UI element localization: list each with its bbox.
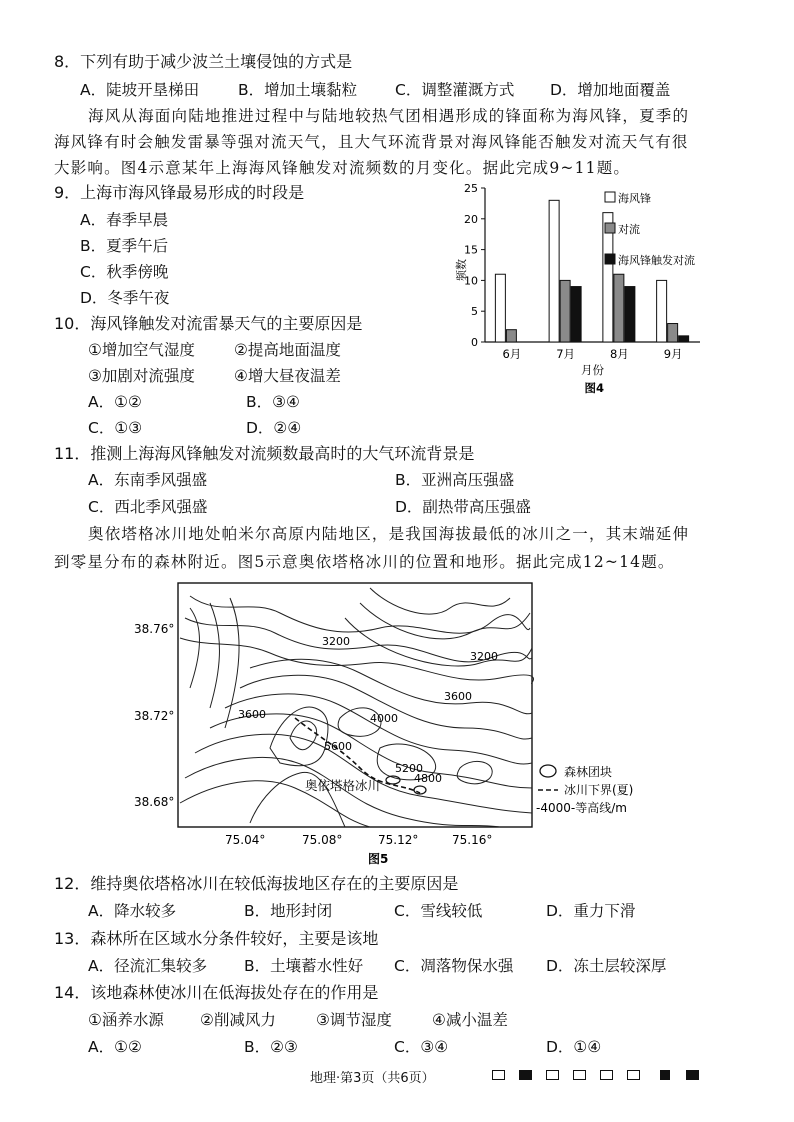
contour-label: 5600 (324, 740, 352, 753)
q9-option-d[interactable]: D．冬季午夜 (80, 289, 170, 307)
latitude-label: 38.76° (134, 622, 175, 636)
passage-2-line-2: 到零星分布的森林附近。图5示意奥依塔格冰川的位置和地形。据此完成12~14题。 (54, 553, 675, 571)
q14-item-2: ②削减风力 (200, 1011, 276, 1029)
q10-option-c[interactable]: C．①③ (88, 419, 143, 437)
question-8-stem: 8．下列有助于减少波兰土壤侵蚀的方式是 (54, 52, 353, 71)
y-axis-label: 频数 (455, 259, 468, 281)
q10-item-4: ④增大昼夜温差 (234, 367, 341, 385)
q9-option-b[interactable]: B．夏季午后 (80, 237, 169, 255)
passage-1-line-2: 海风锋有时会触发雷暴等强对流天气，且大气环流背景对海风锋能否触发对流天气有很 (54, 133, 689, 151)
bar (549, 200, 559, 342)
q9-option-c[interactable]: C．秋季傍晚 (80, 263, 169, 281)
question-12-stem: 12．维持奥依塔格冰川在较低海拔地区存在的主要原因是 (54, 874, 459, 893)
q14-option-b[interactable]: B．②③ (244, 1038, 298, 1056)
legend-swatch (605, 254, 615, 264)
bar (679, 336, 689, 342)
forest-legend-symbol (540, 765, 556, 777)
legend-label: 海风锋 (618, 192, 651, 205)
q13-option-a[interactable]: A．径流汇集较多 (88, 957, 208, 975)
bar (668, 324, 678, 342)
q8-option-d[interactable]: D．增加地面覆盖 (550, 81, 671, 99)
q13-option-d[interactable]: D．冻土层较深厚 (546, 957, 667, 975)
q12-option-c[interactable]: C．雪线较低 (394, 902, 483, 920)
longitude-label: 75.12° (378, 833, 419, 847)
y-tick-label: 10 (464, 274, 478, 288)
question-14-stem: 14．该地森林使冰川在低海拔处存在的作用是 (54, 983, 379, 1002)
passage-1-line-1: 海风从海面向陆地推进过程中与陆地较热气团相遇形成的锋面称为海风锋，夏季的 (88, 107, 690, 125)
contour-label: 3600 (238, 708, 266, 721)
footer-marker (519, 1070, 532, 1080)
bar (625, 287, 635, 342)
y-tick-label: 20 (464, 212, 478, 226)
q10-option-d[interactable]: D．②④ (246, 419, 302, 437)
q13-option-c[interactable]: C．凋落物保水强 (394, 957, 514, 975)
legend-contour-label: -4000-等高线/m (536, 801, 627, 815)
y-tick-label: 5 (471, 305, 478, 319)
q13-option-b[interactable]: B．土壤蓄水性好 (244, 957, 364, 975)
q12-option-b[interactable]: B．地形封闭 (244, 902, 333, 920)
legend-forest-label: 森林团块 (564, 765, 613, 779)
footer-marker (546, 1070, 559, 1080)
footer-marker (492, 1070, 505, 1080)
contour-label: 5200 (395, 762, 423, 775)
map-legend (536, 764, 633, 815)
longitude-label: 75.08° (302, 833, 343, 847)
bar (614, 274, 624, 342)
q14-option-c[interactable]: C．③④ (394, 1038, 449, 1056)
legend-label: 海风锋触发对流 (618, 254, 695, 267)
q10-item-1: ①增加空气湿度 (88, 341, 195, 359)
figure-4-bar-chart (455, 178, 725, 400)
q10-item-2: ②提高地面温度 (234, 341, 341, 359)
bar (495, 274, 505, 342)
q14-item-4: ④减小温差 (432, 1011, 508, 1029)
passage-2-line-1: 奥依塔格冰川地处帕米尔高原内陆地区，是我国海拔最低的冰川之一，其末端延伸 (88, 525, 690, 543)
legend-label: 对流 (618, 223, 640, 236)
q8-option-a[interactable]: A．陡坡开垦梯田 (80, 81, 200, 99)
y-tick-label: 0 (471, 336, 478, 349)
y-tick-label: 15 (464, 243, 478, 257)
y-tick-label: 25 (464, 182, 478, 195)
legend-snowline-label: 冰川下界(夏) (564, 783, 634, 797)
q11-option-c[interactable]: C．西北季风强盛 (88, 498, 208, 516)
contour-label: 4000 (370, 712, 398, 725)
legend-swatch (605, 192, 615, 202)
q9-option-a[interactable]: A．春季早晨 (80, 211, 169, 229)
q12-option-d[interactable]: D．重力下滑 (546, 902, 636, 920)
footer-marker (573, 1070, 586, 1080)
figure-5-contour-map (130, 578, 670, 868)
q11-option-b[interactable]: B．亚洲高压强盛 (395, 471, 515, 489)
q10-option-b[interactable]: B．③④ (246, 393, 300, 411)
figure-5-caption: 图5 (368, 852, 389, 866)
bar (506, 330, 516, 342)
bar (571, 287, 581, 342)
bar (560, 280, 570, 342)
longitude-label: 75.16° (452, 833, 493, 847)
passage-1-line-3: 大影响。图4示意某年上海海风锋触发对流频数的月变化。据此完成9~11题。 (54, 159, 631, 177)
footer-marker (686, 1070, 699, 1080)
contour-label: 3200 (470, 650, 498, 663)
bar (657, 280, 667, 342)
q14-item-1: ①涵养水源 (88, 1011, 164, 1029)
contour-label: 4800 (414, 772, 442, 785)
x-axis-label: 月份 (581, 363, 604, 377)
footer-marker (660, 1070, 670, 1080)
question-13-stem: 13．森林所在区域水分条件较好，主要是该地 (54, 929, 379, 948)
q8-option-b[interactable]: B．增加土壤黏粒 (238, 81, 358, 99)
question-9-stem: 9．上海市海风锋最易形成的时段是 (54, 183, 305, 202)
q10-item-3: ③加剧对流强度 (88, 367, 195, 385)
x-tick-label: 6月 (502, 347, 522, 361)
question-11-stem: 11．推测上海海风锋触发对流频数最高时的大气环流背景是 (54, 444, 475, 463)
q14-option-d[interactable]: D．①④ (546, 1038, 602, 1056)
q11-option-d[interactable]: D．副热带高压强盛 (395, 498, 531, 516)
longitude-label: 75.04° (225, 833, 266, 847)
x-tick-label: 8月 (609, 347, 629, 361)
footer-marker (627, 1070, 640, 1080)
x-tick-label: 9月 (663, 347, 683, 361)
page-footer: 地理·第3页（共6页） (310, 1071, 435, 1086)
contour-label: 3200 (322, 635, 350, 648)
x-tick-label: 7月 (556, 347, 576, 361)
question-10-stem: 10．海风锋触发对流雷暴天气的主要原因是 (54, 314, 363, 333)
q14-option-a[interactable]: A．①② (88, 1038, 142, 1056)
footer-marker (600, 1070, 613, 1080)
latitude-label: 38.72° (134, 709, 175, 723)
figure-4-caption: 图4 (584, 381, 605, 395)
q12-option-a[interactable]: A．降水较多 (88, 902, 177, 920)
glacier-label: 奥依塔格冰川 (305, 778, 381, 793)
q14-item-3: ③调节湿度 (316, 1011, 392, 1029)
latitude-label: 38.68° (134, 795, 175, 809)
q10-option-a[interactable]: A．①② (88, 393, 142, 411)
q11-option-a[interactable]: A．东南季风强盛 (88, 471, 208, 489)
contour-label: 3600 (444, 690, 472, 703)
legend-swatch (605, 223, 615, 233)
q8-option-c[interactable]: C．调整灌溉方式 (395, 81, 515, 99)
